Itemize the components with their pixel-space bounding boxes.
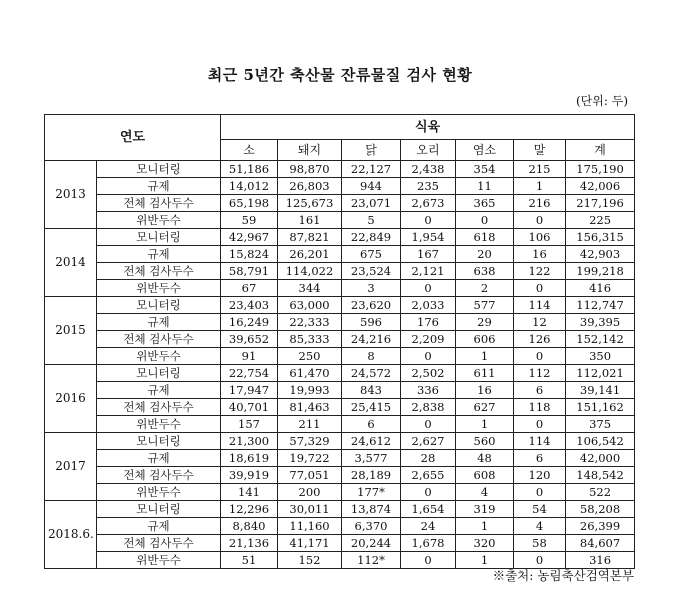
value-cell: 2,627 [401, 433, 456, 450]
table-row [45, 433, 635, 450]
value-cell: 106,542 [566, 433, 635, 450]
value-cell: 0 [514, 348, 566, 365]
value-cell: 157 [221, 416, 278, 433]
value-cell: 0 [401, 212, 456, 229]
value-cell: 28 [401, 450, 456, 467]
row-label: 모니터링 [97, 161, 221, 178]
year-cell: 2015 [45, 297, 97, 365]
column-header: 소 [221, 140, 278, 161]
value-cell: 87,821 [278, 229, 342, 246]
value-cell: 26,399 [566, 518, 635, 535]
row-label: 위반두수 [97, 484, 221, 501]
value-cell: 344 [278, 280, 342, 297]
value-cell: 24,572 [342, 365, 401, 382]
value-cell: 51 [221, 552, 278, 569]
value-cell: 0 [514, 552, 566, 569]
year-cell: 2018.6. [45, 501, 97, 569]
value-cell: 577 [456, 297, 514, 314]
value-cell: 2,502 [401, 365, 456, 382]
row-label: 모니터링 [97, 433, 221, 450]
value-cell: 608 [456, 467, 514, 484]
table-row [45, 501, 635, 518]
value-cell: 12 [514, 314, 566, 331]
value-cell: 0 [401, 484, 456, 501]
row-label: 규제 [97, 314, 221, 331]
table-row [45, 348, 635, 365]
table-row [45, 195, 635, 212]
value-cell: 21,136 [221, 535, 278, 552]
value-cell: 6 [342, 416, 401, 433]
column-header: 오리 [401, 140, 456, 161]
value-cell: 18,619 [221, 450, 278, 467]
value-cell: 58,791 [221, 263, 278, 280]
table-row [45, 484, 635, 501]
value-cell: 161 [278, 212, 342, 229]
value-cell: 199,218 [566, 263, 635, 280]
value-cell: 81,463 [278, 399, 342, 416]
value-cell: 19,993 [278, 382, 342, 399]
value-cell: 22,754 [221, 365, 278, 382]
row-label: 위반두수 [97, 212, 221, 229]
value-cell: 1,678 [401, 535, 456, 552]
value-cell: 63,000 [278, 297, 342, 314]
inspection-table [44, 114, 635, 569]
value-cell: 235 [401, 178, 456, 195]
value-cell: 58 [514, 535, 566, 552]
value-cell: 843 [342, 382, 401, 399]
value-cell: 0 [514, 212, 566, 229]
value-cell: 250 [278, 348, 342, 365]
row-label: 전체 검사두수 [97, 263, 221, 280]
value-cell: 42,006 [566, 178, 635, 195]
year-header: 연도 [45, 115, 221, 161]
value-cell: 560 [456, 433, 514, 450]
value-cell: 175,190 [566, 161, 635, 178]
row-label: 규제 [97, 246, 221, 263]
value-cell: 4 [456, 484, 514, 501]
value-cell: 5 [342, 212, 401, 229]
meat-group-header: 식육 [221, 115, 635, 140]
table-row [45, 450, 635, 467]
value-cell: 120 [514, 467, 566, 484]
column-header: 계 [566, 140, 635, 161]
value-cell: 8 [342, 348, 401, 365]
row-label: 규제 [97, 518, 221, 535]
value-cell: 22,849 [342, 229, 401, 246]
value-cell: 627 [456, 399, 514, 416]
value-cell: 0 [401, 552, 456, 569]
value-cell: 11,160 [278, 518, 342, 535]
value-cell: 77,051 [278, 467, 342, 484]
value-cell: 0 [401, 416, 456, 433]
table-row [45, 416, 635, 433]
value-cell: 42,967 [221, 229, 278, 246]
value-cell: 24,216 [342, 331, 401, 348]
value-cell: 112 [514, 365, 566, 382]
value-cell: 59 [221, 212, 278, 229]
value-cell: 1,654 [401, 501, 456, 518]
table-row [45, 178, 635, 195]
value-cell: 23,620 [342, 297, 401, 314]
page-title: 최근 5년간 축산물 잔류물질 검사 현황 [207, 66, 473, 84]
value-cell: 61,470 [278, 365, 342, 382]
value-cell: 336 [401, 382, 456, 399]
value-cell: 141 [221, 484, 278, 501]
value-cell: 24 [401, 518, 456, 535]
value-cell: 0 [514, 280, 566, 297]
value-cell: 122 [514, 263, 566, 280]
value-cell: 6,370 [342, 518, 401, 535]
table-row [45, 535, 635, 552]
value-cell: 177* [342, 484, 401, 501]
year-cell: 2013 [45, 161, 97, 229]
value-cell: 65,198 [221, 195, 278, 212]
value-cell: 3 [342, 280, 401, 297]
value-cell: 30,011 [278, 501, 342, 518]
value-cell: 216 [514, 195, 566, 212]
value-cell: 156,315 [566, 229, 635, 246]
value-cell: 40,701 [221, 399, 278, 416]
value-cell: 618 [456, 229, 514, 246]
table-row [45, 382, 635, 399]
value-cell: 16,249 [221, 314, 278, 331]
value-cell: 112* [342, 552, 401, 569]
value-cell: 85,333 [278, 331, 342, 348]
column-header: 말 [514, 140, 566, 161]
table-row [45, 263, 635, 280]
value-cell: 152,142 [566, 331, 635, 348]
value-cell: 606 [456, 331, 514, 348]
value-cell: 611 [456, 365, 514, 382]
column-header: 닭 [342, 140, 401, 161]
row-label: 전체 검사두수 [97, 331, 221, 348]
value-cell: 596 [342, 314, 401, 331]
value-cell: 39,919 [221, 467, 278, 484]
year-cell: 2016 [45, 365, 97, 433]
table-row [45, 467, 635, 484]
table-row [45, 365, 635, 382]
table-row [45, 314, 635, 331]
value-cell: 106 [514, 229, 566, 246]
value-cell: 39,141 [566, 382, 635, 399]
value-cell: 944 [342, 178, 401, 195]
table-row [45, 212, 635, 229]
value-cell: 20 [456, 246, 514, 263]
value-cell: 6 [514, 450, 566, 467]
table-row [45, 229, 635, 246]
value-cell: 23,524 [342, 263, 401, 280]
value-cell: 14,012 [221, 178, 278, 195]
row-label: 위반두수 [97, 552, 221, 569]
value-cell: 22,333 [278, 314, 342, 331]
value-cell: 12,296 [221, 501, 278, 518]
value-cell: 675 [342, 246, 401, 263]
row-label: 전체 검사두수 [97, 195, 221, 212]
unit-note: (단위: 두) [576, 94, 628, 108]
value-cell: 112,021 [566, 365, 635, 382]
value-cell: 416 [566, 280, 635, 297]
table-row [45, 297, 635, 314]
value-cell: 2,673 [401, 195, 456, 212]
column-header: 염소 [456, 140, 514, 161]
value-cell: 126 [514, 331, 566, 348]
value-cell: 148,542 [566, 467, 635, 484]
value-cell: 114,022 [278, 263, 342, 280]
value-cell: 176 [401, 314, 456, 331]
column-header: 돼지 [278, 140, 342, 161]
table-row [45, 399, 635, 416]
value-cell: 42,903 [566, 246, 635, 263]
value-cell: 42,000 [566, 450, 635, 467]
value-cell: 57,329 [278, 433, 342, 450]
value-cell: 16 [514, 246, 566, 263]
value-cell: 8,840 [221, 518, 278, 535]
row-label: 모니터링 [97, 365, 221, 382]
row-label: 모니터링 [97, 501, 221, 518]
table-row [45, 161, 635, 178]
source-note: ※출처: 농림축산검역본부 [492, 568, 634, 583]
value-cell: 1 [514, 178, 566, 195]
value-cell: 200 [278, 484, 342, 501]
value-cell: 98,870 [278, 161, 342, 178]
value-cell: 215 [514, 161, 566, 178]
value-cell: 0 [456, 212, 514, 229]
value-cell: 114 [514, 433, 566, 450]
value-cell: 0 [401, 348, 456, 365]
value-cell: 0 [401, 280, 456, 297]
row-label: 전체 검사두수 [97, 467, 221, 484]
value-cell: 58,208 [566, 501, 635, 518]
row-label: 모니터링 [97, 297, 221, 314]
table-row [45, 280, 635, 297]
value-cell: 225 [566, 212, 635, 229]
value-cell: 84,607 [566, 535, 635, 552]
value-cell: 67 [221, 280, 278, 297]
value-cell: 167 [401, 246, 456, 263]
value-cell: 17,947 [221, 382, 278, 399]
year-cell: 2017 [45, 433, 97, 501]
value-cell: 0 [514, 484, 566, 501]
row-label: 위반두수 [97, 348, 221, 365]
row-label: 위반두수 [97, 416, 221, 433]
value-cell: 6 [514, 382, 566, 399]
value-cell: 2,033 [401, 297, 456, 314]
value-cell: 51,186 [221, 161, 278, 178]
row-label: 규제 [97, 450, 221, 467]
value-cell: 28,189 [342, 467, 401, 484]
value-cell: 320 [456, 535, 514, 552]
value-cell: 2,438 [401, 161, 456, 178]
value-cell: 21,300 [221, 433, 278, 450]
value-cell: 25,415 [342, 399, 401, 416]
value-cell: 350 [566, 348, 635, 365]
row-label: 규제 [97, 382, 221, 399]
value-cell: 4 [514, 518, 566, 535]
year-cell: 2014 [45, 229, 97, 297]
value-cell: 19,722 [278, 450, 342, 467]
value-cell: 1 [456, 416, 514, 433]
row-label: 위반두수 [97, 280, 221, 297]
value-cell: 3,577 [342, 450, 401, 467]
value-cell: 316 [566, 552, 635, 569]
row-label: 전체 검사두수 [97, 399, 221, 416]
value-cell: 2 [456, 280, 514, 297]
value-cell: 114 [514, 297, 566, 314]
value-cell: 365 [456, 195, 514, 212]
value-cell: 1 [456, 518, 514, 535]
value-cell: 375 [566, 416, 635, 433]
value-cell: 125,673 [278, 195, 342, 212]
row-label: 전체 검사두수 [97, 535, 221, 552]
table-row [45, 246, 635, 263]
value-cell: 2,121 [401, 263, 456, 280]
value-cell: 211 [278, 416, 342, 433]
table-body [45, 161, 635, 569]
value-cell: 1 [456, 348, 514, 365]
value-cell: 1,954 [401, 229, 456, 246]
value-cell: 22,127 [342, 161, 401, 178]
value-cell: 41,171 [278, 535, 342, 552]
value-cell: 23,403 [221, 297, 278, 314]
row-label: 모니터링 [97, 229, 221, 246]
value-cell: 39,395 [566, 314, 635, 331]
value-cell: 29 [456, 314, 514, 331]
value-cell: 15,824 [221, 246, 278, 263]
value-cell: 151,162 [566, 399, 635, 416]
value-cell: 23,071 [342, 195, 401, 212]
value-cell: 319 [456, 501, 514, 518]
value-cell: 112,747 [566, 297, 635, 314]
value-cell: 20,244 [342, 535, 401, 552]
table-row [45, 331, 635, 348]
value-cell: 13,874 [342, 501, 401, 518]
value-cell: 39,652 [221, 331, 278, 348]
value-cell: 354 [456, 161, 514, 178]
value-cell: 0 [514, 416, 566, 433]
value-cell: 91 [221, 348, 278, 365]
value-cell: 217,196 [566, 195, 635, 212]
value-cell: 638 [456, 263, 514, 280]
value-cell: 1 [456, 552, 514, 569]
value-cell: 54 [514, 501, 566, 518]
table-row [45, 518, 635, 535]
value-cell: 11 [456, 178, 514, 195]
value-cell: 48 [456, 450, 514, 467]
value-cell: 2,838 [401, 399, 456, 416]
value-cell: 522 [566, 484, 635, 501]
row-label: 규제 [97, 178, 221, 195]
value-cell: 2,209 [401, 331, 456, 348]
value-cell: 118 [514, 399, 566, 416]
value-cell: 152 [278, 552, 342, 569]
value-cell: 16 [456, 382, 514, 399]
value-cell: 26,803 [278, 178, 342, 195]
value-cell: 26,201 [278, 246, 342, 263]
value-cell: 2,655 [401, 467, 456, 484]
value-cell: 24,612 [342, 433, 401, 450]
